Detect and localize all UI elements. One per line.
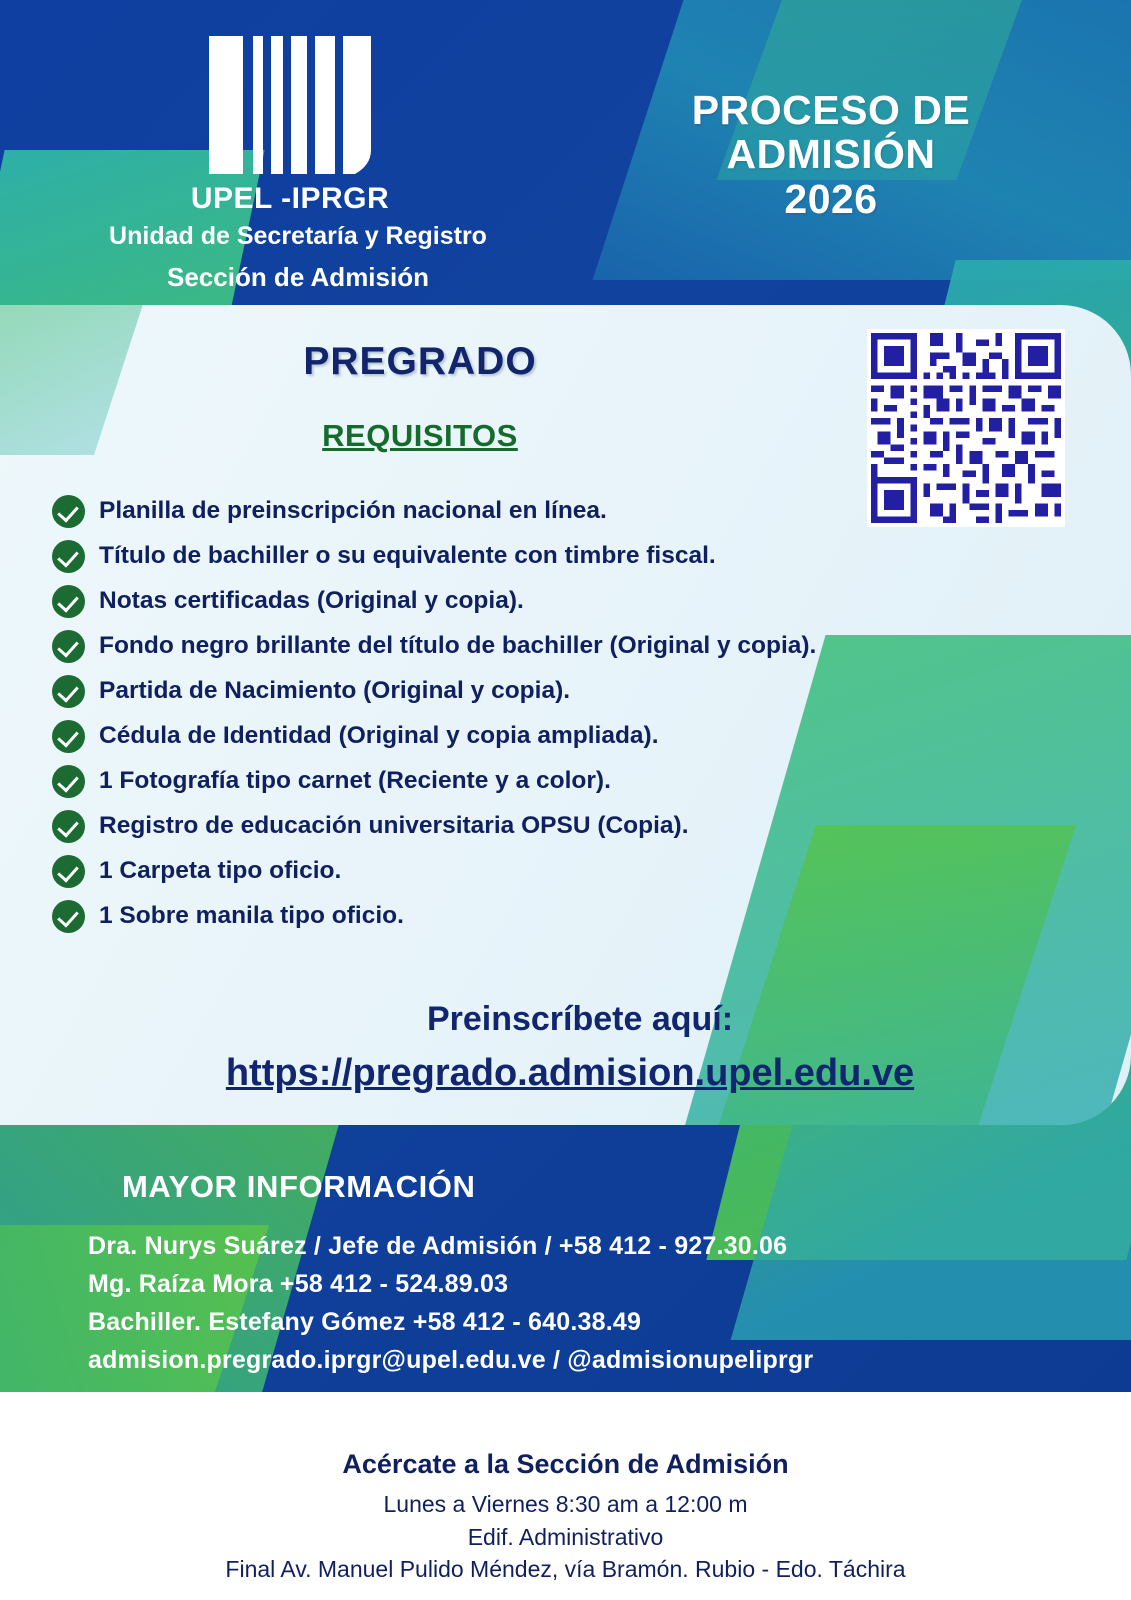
requirement-text: Partida de Nacimiento (Original y copia). [99,677,571,705]
requirement-text: Registro de educación universitaria OPSU (Copia). [99,812,689,840]
requirement-text: Notas certificadas (Original y copia). [99,587,524,615]
list-item [52,900,1082,933]
list-item [52,585,1082,618]
check-icon [52,585,85,618]
poster-title-line-2: ADMISIÓN [726,131,936,178]
preinscribe-link[interactable]: https://pregrado.admision.upel.edu.ve [225,1052,915,1094]
footer-line: Edif. Administrativo [467,1523,664,1550]
unit-name-line-2: Sección de Admisión [167,262,429,292]
check-icon [52,810,85,843]
requirement-text: Cédula de Identidad (Original y copia ampliada). [99,722,659,750]
preinscribe-label: Preinscríbete aquí: [426,1000,734,1038]
requirement-text: Fondo negro brillante del título de bachiller (Original y copia). [99,632,817,660]
list-item [52,720,1082,753]
check-icon [52,720,85,753]
list-item [52,765,1082,798]
page-title: PREGRADO [303,340,537,383]
footer-line: Final Av. Manuel Pulido Méndez, vía Bramón. Rubio - Edo. Táchira [225,1556,906,1583]
contact-line: Bachiller. Estefany Gómez +58 412 - 640.38.49 [88,1308,642,1336]
requirement-text: Planilla de preinscripción nacional en línea. [99,497,607,525]
check-icon [52,900,85,933]
more-info-title: MAYOR INFORMACIÓN [122,1169,476,1204]
footer-title: Acércate a la Sección de Admisión [342,1449,789,1480]
contact-line: admision.pregrado.iprgr@upel.edu.ve / @admisionupeliprgr [88,1346,814,1374]
check-icon [52,540,85,573]
list-item [52,495,1082,528]
requirements-list [52,495,1082,945]
check-icon [52,630,85,663]
upel-logo [190,30,390,216]
check-icon [52,675,85,708]
check-icon [52,495,85,528]
upel-logo-icon [203,30,378,180]
poster-title [571,88,1091,221]
poster-title-line-1: PROCESO DE [691,87,971,133]
check-icon [52,765,85,798]
poster-footer [0,1449,1131,1586]
more-info-lines [88,1227,1048,1379]
contact-line: Mg. Raíza Mora +58 412 - 524.89.03 [88,1270,509,1298]
requirement-text: Título de bachiller o su equivalente con timbre fiscal. [99,542,716,570]
upel-logo-text: UPEL -IPRGR [190,182,390,215]
list-item [52,855,1082,888]
footer-line: Lunes a Viernes 8:30 am a 12:00 m [383,1491,748,1518]
unit-name-line-1: Unidad de Secretaría y Registro [109,222,487,250]
requirement-text: 1 Fotografía tipo carnet (Reciente y a color). [99,767,611,795]
poster-header [0,0,1131,310]
requirements-heading: REQUISITOS [322,418,518,453]
list-item [52,630,1082,663]
requirement-text: 1 Carpeta tipo oficio. [99,857,342,885]
poster-title-line-3: 2026 [784,175,878,222]
list-item [52,675,1082,708]
contact-line: Dra. Nurys Suárez / Jefe de Admisión / +58 412 - 927.30.06 [88,1232,788,1260]
list-item [52,810,1082,843]
list-item [52,540,1082,573]
requirement-text: 1 Sobre manila tipo oficio. [99,902,404,930]
check-icon [52,855,85,888]
